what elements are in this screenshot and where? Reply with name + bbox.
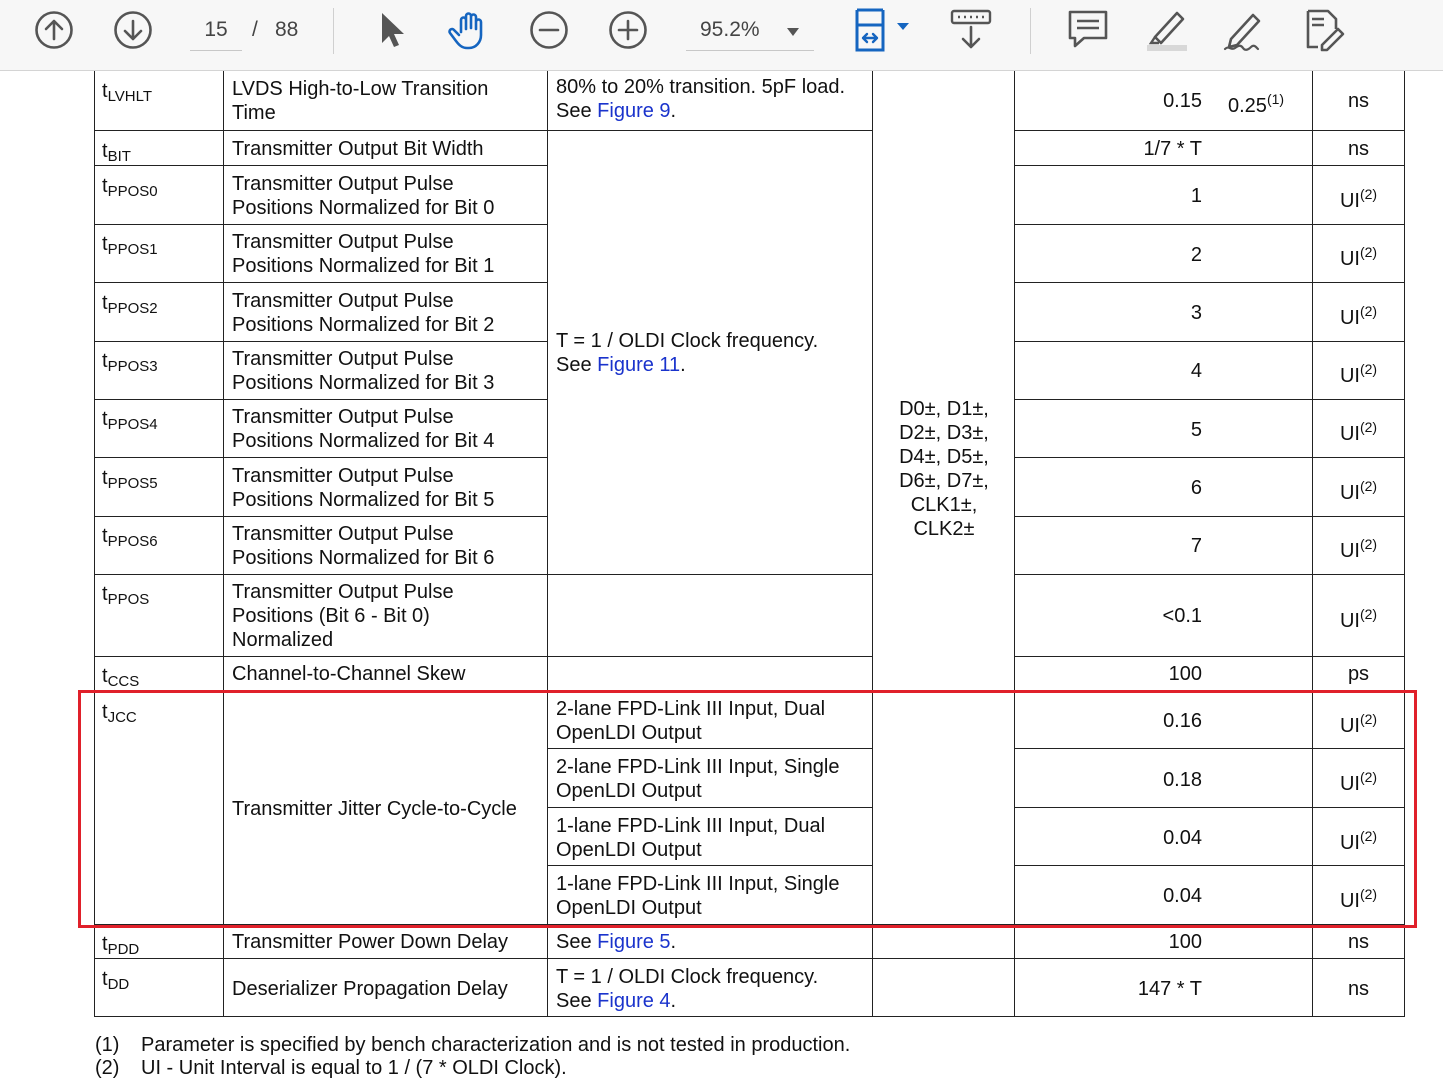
- condition-jcc-4: 1-lane FPD-Link III Input, Single OpenLDI Output: [556, 873, 840, 919]
- max-lvhlt: 0.25$^{(1)}$: [1228, 91, 1285, 117]
- unit-pdd: ns: [1347, 931, 1370, 953]
- total-pages: 88: [275, 18, 299, 41]
- param-ppos4: Transmitter Output Pulse Positions Normalized for Bit 4: [232, 406, 495, 452]
- figure-5-link[interactable]: Figure 5: [597, 931, 671, 953]
- symbol-ppos4: $t_{PPOS4}$: [102, 408, 158, 433]
- toolbar-divider: [333, 8, 334, 54]
- value-jcc-1: 0.16: [1163, 710, 1202, 732]
- unit-lvhlt: ns: [1347, 90, 1370, 112]
- param-ccs: Channel-to-Channel Skew: [232, 663, 466, 685]
- param-ppos5: Transmitter Output Pulse Positions Normalized for Bit 5: [232, 465, 495, 511]
- value-ppos3: 4: [1190, 360, 1202, 382]
- symbol-ppos0: $t_{PPOS0}$: [102, 175, 158, 200]
- value-bit: 1/7 * T: [1143, 138, 1202, 160]
- symbol-ppos2: $t_{PPOS2}$: [102, 292, 158, 317]
- unit-ppos5: UI$^{(2)}$: [1339, 478, 1378, 504]
- zoom-in-icon[interactable]: [605, 9, 651, 51]
- unit-bit: ns: [1347, 138, 1370, 160]
- unit-ccs: ps: [1347, 663, 1370, 685]
- param-ppos2: Transmitter Output Pulse Positions Normalized for Bit 2: [232, 290, 495, 336]
- comment-icon[interactable]: [1065, 9, 1111, 51]
- hand-tool-icon[interactable]: [446, 9, 492, 51]
- unit-ppos4: UI$^{(2)}$: [1339, 419, 1378, 445]
- zoom-dropdown-icon[interactable]: [786, 24, 800, 42]
- condition-merged: T = 1 / OLDI Clock frequency. See Figure 11.: [556, 330, 819, 376]
- arrow-up-circle-icon[interactable]: [31, 9, 77, 51]
- param-bit: Transmitter Output Bit Width: [232, 138, 484, 160]
- page-number-input[interactable]: 15: [190, 10, 242, 51]
- value-pdd: 100: [1168, 931, 1202, 953]
- symbol-bit: $t_{BIT}$: [102, 140, 131, 165]
- param-ppos1: Transmitter Output Pulse Positions Normalized for Bit 1: [232, 231, 495, 277]
- arrow-down-circle-icon[interactable]: [110, 9, 156, 51]
- condition-jcc-2: 2-lane FPD-Link III Input, Single OpenLDI Output: [556, 756, 840, 802]
- value-jcc-2: 0.18: [1163, 769, 1202, 791]
- figure-9-link[interactable]: Figure 9: [597, 100, 671, 122]
- param-pdd: Transmitter Power Down Delay: [232, 931, 509, 953]
- sign-icon[interactable]: [1221, 9, 1267, 51]
- condition-dd: T = 1 / OLDI Clock frequency. See Figure 4.: [556, 966, 819, 1012]
- value-ccs: 100: [1168, 663, 1202, 685]
- param-lvhlt: LVDS High-to-Low Transition Time: [232, 78, 489, 124]
- symbol-ppos6: $t_{PPOS6}$: [102, 525, 158, 550]
- figure-11-link[interactable]: Figure 11: [597, 354, 681, 376]
- param-dd: Deserializer Propagation Delay: [232, 978, 508, 1000]
- condition-pdd: See Figure 5.: [556, 931, 677, 953]
- fit-page-icon[interactable]: [850, 9, 914, 51]
- symbol-ppos: $t_{PPOS}$: [102, 583, 150, 608]
- symbol-ccs: $t_{CCS}$: [102, 665, 140, 690]
- typ-lvhlt: 0.15: [1163, 90, 1202, 112]
- unit-jcc-2: UI$^{(2)}$: [1339, 769, 1378, 795]
- value-ppos0: 1: [1190, 185, 1202, 207]
- unit-ppos2: UI$^{(2)}$: [1339, 303, 1378, 329]
- value-ppos1: 2: [1190, 244, 1202, 266]
- unit-jcc-1: UI$^{(2)}$: [1339, 711, 1378, 737]
- param-ppos6: Transmitter Output Pulse Positions Normalized for Bit 6: [232, 523, 495, 569]
- value-jcc-4: 0.04: [1163, 885, 1202, 907]
- param-ppos: Transmitter Output Pulse Positions (Bit 6 - Bit 0) Normalized: [232, 581, 454, 651]
- figure-4-link[interactable]: Figure 4: [597, 990, 671, 1012]
- condition-jcc-1: 2-lane FPD-Link III Input, Dual OpenLDI Output: [556, 698, 826, 744]
- condition-jcc-3: 1-lane FPD-Link III Input, Dual OpenLDI Output: [556, 815, 826, 861]
- symbol-ppos5: $t_{PPOS5}$: [102, 467, 158, 492]
- zoom-level-select[interactable]: [686, 10, 814, 51]
- toolbar-divider: [1030, 8, 1031, 54]
- zoom-out-icon[interactable]: [526, 9, 572, 51]
- condition-lvhlt: 80% to 20% transition. 5pF load. See Figure 9.: [556, 76, 846, 122]
- symbol-dd: $t_{DD}$: [102, 968, 130, 993]
- symbol-ppos1: $t_{PPOS1}$: [102, 233, 158, 258]
- unit-ppos0: UI$^{(2)}$: [1339, 186, 1378, 212]
- zoom-level-value: 95.2%: [700, 18, 760, 41]
- value-ppos2: 3: [1190, 302, 1202, 324]
- value-ppos: <0.1: [1162, 605, 1202, 627]
- edit-pdf-icon[interactable]: [1300, 9, 1346, 51]
- unit-jcc-3: UI$^{(2)}$: [1339, 828, 1378, 854]
- value-ppos5: 6: [1190, 477, 1202, 499]
- unit-dd: ns: [1347, 978, 1370, 1000]
- highlight-rectangle: [78, 690, 1417, 928]
- value-ppos4: 5: [1190, 419, 1202, 441]
- param-ppos0: Transmitter Output Pulse Positions Normalized for Bit 0: [232, 173, 495, 219]
- page-separator: /: [252, 18, 258, 41]
- symbol-lvhlt: $t_{LVHLT}$: [102, 80, 153, 105]
- value-ppos6: 7: [1190, 535, 1202, 557]
- symbol-pdd: $t_{PDD}$: [102, 933, 140, 958]
- scroll-mode-icon[interactable]: [948, 9, 994, 51]
- param-jcc: Transmitter Jitter Cycle-to-Cycle: [232, 798, 517, 820]
- symbol-jcc: $t_{JCC}$: [102, 701, 137, 726]
- value-jcc-3: 0.04: [1163, 827, 1202, 849]
- highlight-pen-icon[interactable]: [1143, 9, 1189, 51]
- unit-jcc-4: UI$^{(2)}$: [1339, 886, 1378, 912]
- value-dd: 147 * T: [1137, 978, 1202, 1000]
- unit-ppos1: UI$^{(2)}$: [1339, 244, 1378, 270]
- pdf-toolbar: [0, 0, 1443, 71]
- unit-ppos6: UI$^{(2)}$: [1339, 536, 1378, 562]
- unit-ppos: UI$^{(2)}$: [1339, 606, 1378, 632]
- pins-cell: D0±, D1±, D2±, D3±, D4±, D5±, D6±, D7±, CLK1±, CLK2±: [899, 398, 989, 540]
- symbol-ppos3: $t_{PPOS3}$: [102, 350, 158, 375]
- select-pointer-icon[interactable]: [368, 9, 414, 51]
- unit-ppos3: UI$^{(2)}$: [1339, 361, 1378, 387]
- pdf-page-content: $t_{LVHLT}$ LVDS High-to-Low Transition Time 80% to 20% transition. 5pF load. See Figure 9. 0.15 0.25$^{(1)}$ ns $t_{BIT}$ Transmitter Output Bit Width 1/7 * T ns $t_{PPOS0}$ Transmitter Output Pulse Positions Normalized for Bit 0 1 UI$^{(2)}$ $t_{PPOS1}$ Transmitter Output Pulse Positions Normalized for Bit 1 2 UI$^{(2)}$ $t_{PPOS2}$ Transmitter Output Pulse Positions Normalized for Bit 2 3 UI$^{(2)}$ $t_{PPOS3}$ Transmitter Output Pulse Positions Normalized for Bit 3 4 UI$^{(2)}$ $t_{PPOS4}$ Transmitter Output Pulse Positions Normalized for Bit 4 5 UI$^{(2)}$ $t_{PPOS5}$ Transmitter Output Pulse Positions Normalized for Bit 5 6 UI$^{(2)}$ $t_{PPOS6}$ Transmitter Output Pulse Positions Normalized for Bit 6 7 UI$^{(2)}$ T = 1 / OLDI Clock frequency. See Figure 11. $t_{PPOS}$ Transmitter Output Pulse Positions (Bit 6 - Bit 0) Normalized <0.1 UI$^{(2)}$ D0±, D1±, D2±, D3±, D4±, D5±, D6±, D7±, CLK1±, CLK2± $t_{CCS}$ Channel-to-Channel Skew 100 ps $t_{JCC}$ Transmitter Jitter Cycle-to-Cycle 2-lane FPD-Link III Input, Dual OpenLDI Output 0.16 UI$^{(2)}$ 2-lane FPD-Link III Input, Single OpenLDI Output 0.18 UI$^{(2)}$ 1-lane FPD-Link III Input, Dual OpenLDI Output 0.04 UI$^{(2)}$ 1-lane FPD-Link III Input, Single OpenLDI Output 0.04 UI$^{(2)}$ $t_{PDD}$ Transmitter Power Down Delay See Figure 5. 100 ns $t_{DD}$ Deserializer Propagation Delay T = 1 / OLDI Clock frequency. See Figure 4. 147 * T ns (1) Parameter is specified by bench characterization and is not tested in production. (2) UI - Unit Interval is equal to 1 / (7 * OLDI Clock).: [0, 71, 1443, 1080]
- param-ppos3: Transmitter Output Pulse Positions Normalized for Bit 3: [232, 348, 495, 394]
